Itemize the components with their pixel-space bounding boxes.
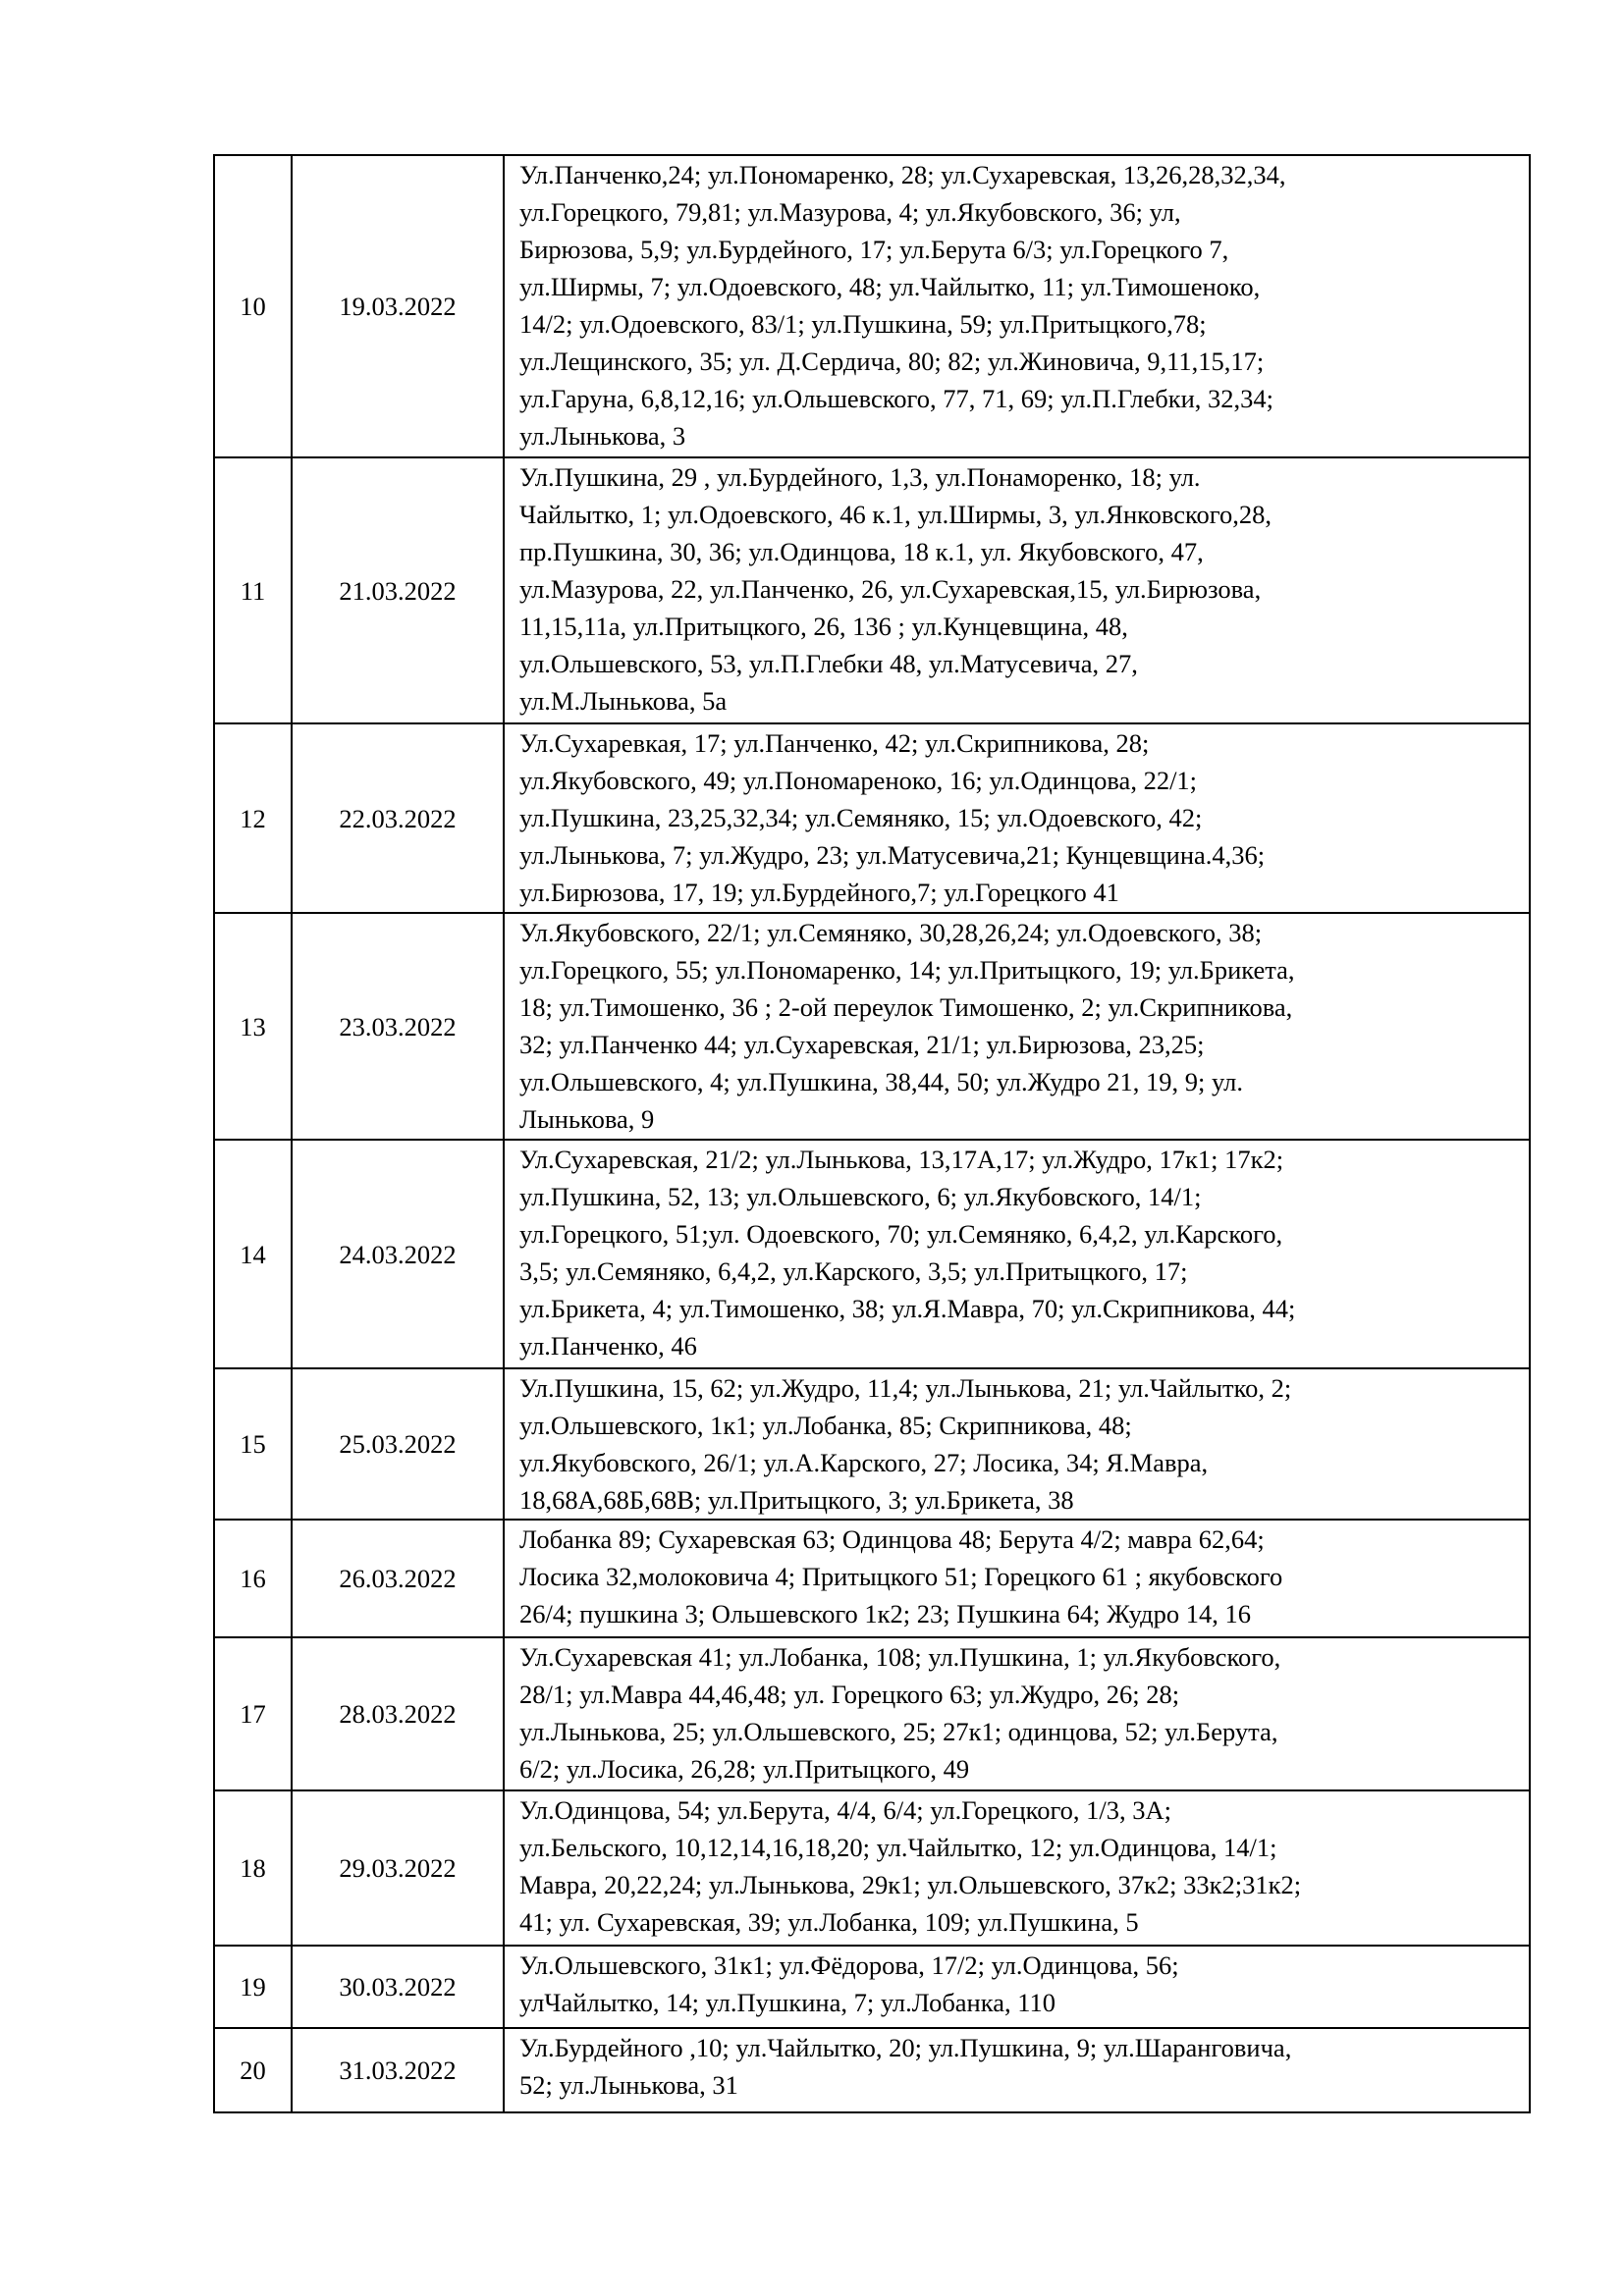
address-line: ул.Пушкина, 52, 13; ул.Ольшевского, 6; ул.Якубовского, 14/1; bbox=[519, 1182, 1202, 1211]
row-date: 26.03.2022 bbox=[292, 1520, 504, 1637]
address-line: ул.Ширмы, 7; ул.Одоевского, 48; ул.Чайлытко, 11; ул.Тимошеноко, bbox=[519, 272, 1261, 301]
address-line: Ул.Ольшевского, 31к1; ул.Фёдорова, 17/2; ул.Одинцова, 56; bbox=[519, 1950, 1179, 1980]
schedule-table bbox=[213, 154, 1531, 2113]
row-date: 28.03.2022 bbox=[292, 1637, 504, 1790]
row-date: 25.03.2022 bbox=[292, 1368, 504, 1520]
address-line: 18,68А,68Б,68В; ул.Притыцкого, 3; ул.Брикета, 38 bbox=[519, 1485, 1074, 1515]
address-line: ул.Горецкого, 79,81; ул.Мазурова, 4; ул.Якубовского, 36; ул, bbox=[519, 197, 1181, 227]
schedule-table-body bbox=[214, 155, 1530, 2112]
row-date: 29.03.2022 bbox=[292, 1790, 504, 1946]
row-addresses bbox=[504, 1790, 1530, 1946]
table-row bbox=[214, 723, 1530, 913]
address-line: Ул.Бурдейного ,10; ул.Чайлытко, 20; ул.Пушкина, 9; ул.Шаранговича, bbox=[519, 2033, 1292, 2062]
address-line: 18; ул.Тимошенко, 36 ; 2-ой переулок Тимошенко, 2; ул.Скрипникова, bbox=[519, 992, 1293, 1022]
address-line: 52; ул.Лынькова, 31 bbox=[519, 2070, 738, 2100]
address-line: Ул.Сухаревкая, 17; ул.Панченко, 42; ул.Скрипникова, 28; bbox=[519, 728, 1150, 758]
row-number: 18 bbox=[214, 1790, 292, 1946]
table-row bbox=[214, 1790, 1530, 1946]
address-line: Лынькова, 9 bbox=[519, 1104, 655, 1134]
address-line: 14/2; ул.Одоевского, 83/1; ул.Пушкина, 59; ул.Притыцкого,78; bbox=[519, 309, 1207, 339]
address-line: ул.Якубовского, 49; ул.Пономареноко, 16; ул.Одинцова, 22/1; bbox=[519, 766, 1198, 795]
row-date: 24.03.2022 bbox=[292, 1140, 504, 1368]
address-line: ул.Бирюзова, 17, 19; ул.Бурдейного,7; ул.Горецкого 41 bbox=[519, 878, 1119, 907]
row-number: 15 bbox=[214, 1368, 292, 1520]
row-date: 19.03.2022 bbox=[292, 155, 504, 457]
table-row bbox=[214, 913, 1530, 1140]
address-line: 26/4; пушкина 3; Ольшевского 1к2; 23; Пушкина 64; Жудро 14, 16 bbox=[519, 1599, 1252, 1629]
address-line: ул.Мазурова, 22, ул.Панченко, 26, ул.Сухаревская,15, ул.Бирюзова, bbox=[519, 574, 1262, 604]
address-line: ул.Ольшевского, 1к1; ул.Лобанка, 85; Скрипникова, 48; bbox=[519, 1411, 1132, 1440]
address-line: Ул.Пушкина, 29 , ул.Бурдейного, 1,3, ул.Понаморенко, 18; ул. bbox=[519, 462, 1201, 492]
address-line: Ул.Сухаревская, 21/2; ул.Лынькова, 13,17А,17; ул.Жудро, 17к1; 17к2; bbox=[519, 1145, 1284, 1174]
row-addresses bbox=[504, 155, 1530, 457]
row-date: 21.03.2022 bbox=[292, 457, 504, 723]
table-row bbox=[214, 1637, 1530, 1790]
address-line: ул.М.Лынькова, 5а bbox=[519, 686, 728, 716]
address-line: 32; ул.Панченко 44; ул.Сухаревская, 21/1; ул.Бирюзова, 23,25; bbox=[519, 1030, 1205, 1059]
address-line: Ул.Сухаревская 41; ул.Лобанка, 108; ул.Пушкина, 1; ул.Якубовского, bbox=[519, 1642, 1281, 1672]
address-line: 28/1; ул.Мавра 44,46,48; ул. Горецкого 63; ул.Жудро, 26; 28; bbox=[519, 1680, 1180, 1709]
row-number: 17 bbox=[214, 1637, 292, 1790]
row-addresses bbox=[504, 2028, 1530, 2112]
row-number: 11 bbox=[214, 457, 292, 723]
address-line: ул.Якубовского, 26/1; ул.А.Карского, 27; Лосика, 34; Я.Мавра, bbox=[519, 1448, 1209, 1477]
row-number: 14 bbox=[214, 1140, 292, 1368]
table-row bbox=[214, 1140, 1530, 1368]
row-addresses bbox=[504, 1368, 1530, 1520]
row-addresses bbox=[504, 457, 1530, 723]
row-addresses bbox=[504, 1520, 1530, 1637]
table-row bbox=[214, 2028, 1530, 2112]
row-number: 16 bbox=[214, 1520, 292, 1637]
address-line: 11,15,11а, ул.Притыцкого, 26, 136 ; ул.Кунцевщина, 48, bbox=[519, 612, 1128, 641]
address-line: ул.Ольшевского, 4; ул.Пушкина, 38,44, 50; ул.Жудро 21, 19, 9; ул. bbox=[519, 1067, 1243, 1096]
table-row bbox=[214, 1520, 1530, 1637]
row-number: 10 bbox=[214, 155, 292, 457]
address-line: ул.Брикета, 4; ул.Тимошенко, 38; ул.Я.Мавра, 70; ул.Скрипникова, 44; bbox=[519, 1294, 1296, 1323]
address-line: 3,5; ул.Семяняко, 6,4,2, ул.Карского, 3,5; ул.Притыцкого, 17; bbox=[519, 1256, 1188, 1286]
address-line: 41; ул. Сухаревская, 39; ул.Лобанка, 109; ул.Пушкина, 5 bbox=[519, 1907, 1139, 1937]
address-line: ул.Горецкого, 51;ул. Одоевского, 70; ул.Семяняко, 6,4,2, ул.Карского, bbox=[519, 1219, 1283, 1249]
row-addresses bbox=[504, 723, 1530, 913]
table-row bbox=[214, 457, 1530, 723]
address-line: Ул.Одинцова, 54; ул.Берута, 4/4, 6/4; ул.Горецкого, 1/3, 3А; bbox=[519, 1795, 1172, 1825]
address-line: ул.Горецкого, 55; ул.Пономаренко, 14; ул.Притыцкого, 19; ул.Брикета, bbox=[519, 955, 1295, 985]
row-addresses bbox=[504, 1946, 1530, 2028]
row-number: 20 bbox=[214, 2028, 292, 2112]
address-line: Чайлытко, 1; ул.Одоевского, 46 к.1, ул.Ширмы, 3, ул.Янковского,28, bbox=[519, 500, 1272, 529]
address-line: Лосика 32,молоковича 4; Притыцкого 51; Горецкого 61 ; якубовского bbox=[519, 1562, 1283, 1591]
row-addresses bbox=[504, 1637, 1530, 1790]
address-line: ул.Панченко, 46 bbox=[519, 1331, 697, 1361]
row-date: 23.03.2022 bbox=[292, 913, 504, 1140]
address-line: пр.Пушкина, 30, 36; ул.Одинцова, 18 к.1, ул. Якубовского, 47, bbox=[519, 537, 1204, 566]
row-date: 31.03.2022 bbox=[292, 2028, 504, 2112]
row-date: 22.03.2022 bbox=[292, 723, 504, 913]
address-line: ул.Гаруна, 6,8,12,16; ул.Ольшевского, 77, 71, 69; ул.П.Глебки, 32,34; bbox=[519, 384, 1273, 413]
address-line: ул.Лынькова, 7; ул.Жудро, 23; ул.Матусевича,21; Кунцевщина.4,36; bbox=[519, 840, 1266, 870]
address-line: 6/2; ул.Лосика, 26,28; ул.Притыцкого, 49 bbox=[519, 1754, 970, 1784]
address-line: ул.Бельского, 10,12,14,16,18,20; ул.Чайлытко, 12; ул.Одинцова, 14/1; bbox=[519, 1833, 1277, 1862]
table-row bbox=[214, 1368, 1530, 1520]
address-line: Ул.Пушкина, 15, 62; ул.Жудро, 11,4; ул.Лынькова, 21; ул.Чайлытко, 2; bbox=[519, 1373, 1292, 1403]
row-date: 30.03.2022 bbox=[292, 1946, 504, 2028]
address-line: ул.Лещинского, 35; ул. Д.Сердича, 80; 82; ул.Жиновича, 9,11,15,17; bbox=[519, 347, 1265, 376]
address-line: улЧайлытко, 14; ул.Пушкина, 7; ул.Лобанка, 110 bbox=[519, 1988, 1056, 2017]
address-line: ул.Ольшевского, 53, ул.П.Глебки 48, ул.Матусевича, 27, bbox=[519, 649, 1138, 678]
address-line: Бирюзова, 5,9; ул.Бурдейного, 17; ул.Берута 6/3; ул.Горецкого 7, bbox=[519, 235, 1229, 264]
address-line: Ул.Панченко,24; ул.Пономаренко, 28; ул.Сухаревская, 13,26,28,32,34, bbox=[519, 160, 1286, 189]
address-line: Лобанка 89; Сухаревская 63; Одинцова 48; Берута 4/2; мавра 62,64; bbox=[519, 1524, 1265, 1554]
address-line: ул.Лынькова, 25; ул.Ольшевского, 25; 27к1; одинцова, 52; ул.Берута, bbox=[519, 1717, 1278, 1746]
table-row bbox=[214, 155, 1530, 457]
table-row bbox=[214, 1946, 1530, 2028]
row-number: 12 bbox=[214, 723, 292, 913]
address-line: Мавра, 20,22,24; ул.Лынькова, 29к1; ул.Ольшевского, 37к2; 33к2;31к2; bbox=[519, 1870, 1302, 1899]
row-addresses bbox=[504, 913, 1530, 1140]
row-number: 19 bbox=[214, 1946, 292, 2028]
row-number: 13 bbox=[214, 913, 292, 1140]
row-addresses bbox=[504, 1140, 1530, 1368]
address-line: ул.Пушкина, 23,25,32,34; ул.Семяняко, 15; ул.Одоевского, 42; bbox=[519, 803, 1203, 832]
address-line: Ул.Якубовского, 22/1; ул.Семяняко, 30,28,26,24; ул.Одоевского, 38; bbox=[519, 918, 1263, 947]
address-line: ул.Лынькова, 3 bbox=[519, 421, 686, 451]
